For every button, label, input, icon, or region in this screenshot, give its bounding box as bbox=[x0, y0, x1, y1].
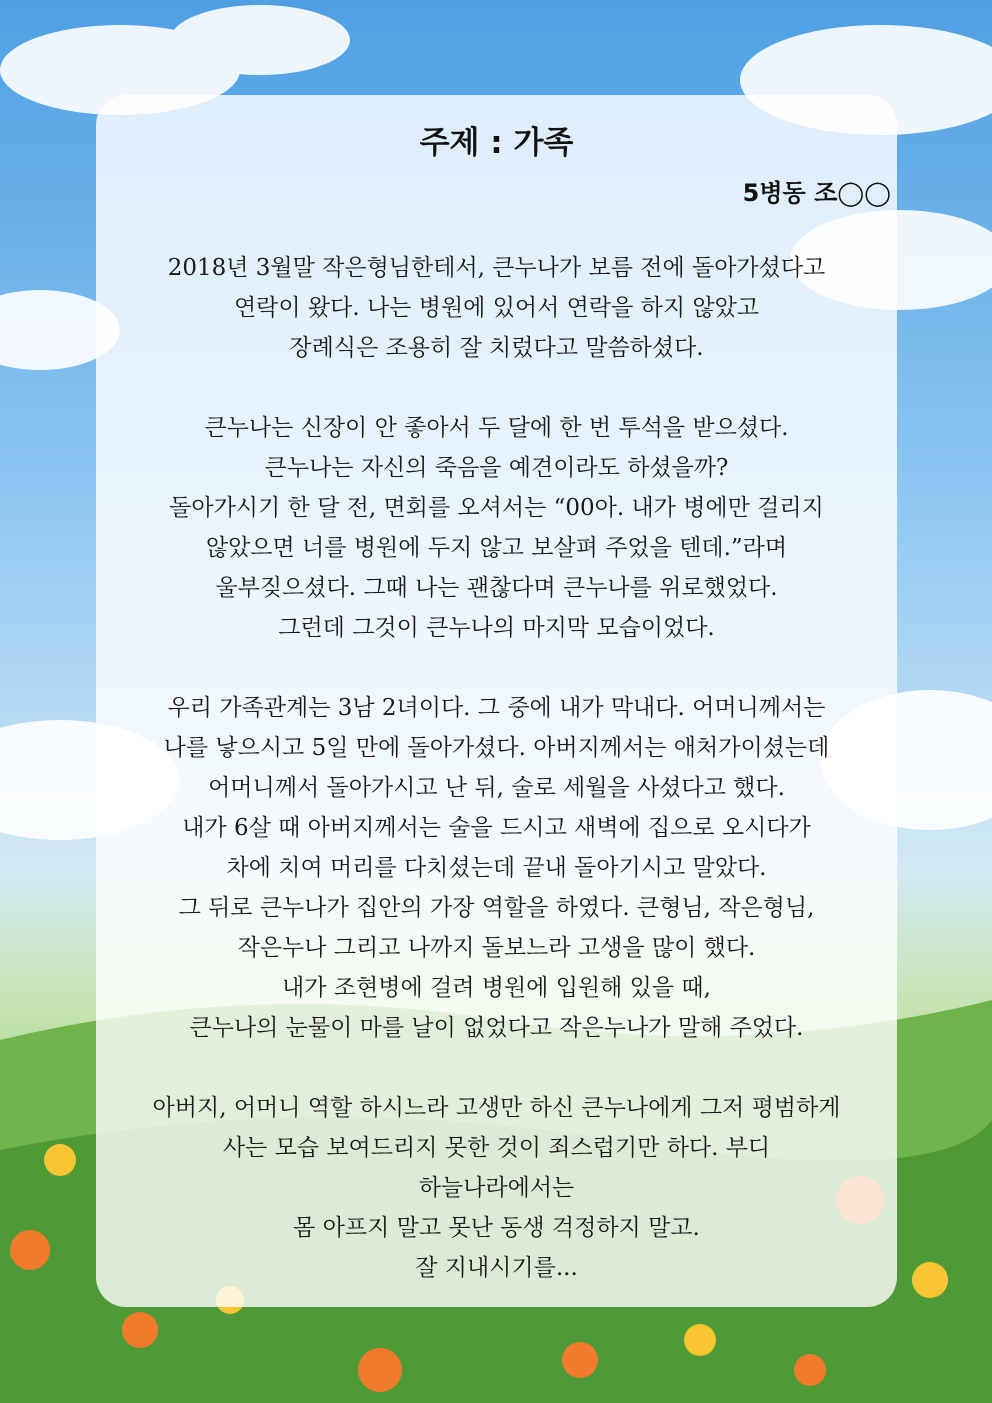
text-line: 2018년 3월말 작은형님한테서, 큰누나가 보름 전에 돌아가셨다고 bbox=[167, 255, 826, 281]
text-line: 큰누나의 눈물이 마를 날이 없었다고 작은누나가 말해 주었다. bbox=[189, 1015, 804, 1041]
text-line: 않았으면 너를 병원에 두지 않고 보살펴 주었을 텐데.”라며 bbox=[205, 535, 788, 561]
text-line: 내가 6살 때 아버지께서는 술을 드시고 새벽에 집으로 오시다가 bbox=[182, 815, 811, 841]
author-label: 5병동 조◯◯ bbox=[742, 179, 891, 207]
text-line: 장례식은 조용히 잘 치렀다고 말씀하셨다. bbox=[289, 335, 704, 361]
text-line: 그 뒤로 큰누나가 집안의 가장 역할을 하였다. 큰형님, 작은형님, bbox=[178, 895, 815, 921]
text-line: 그런데 그것이 큰누나의 마지막 모습이었다. bbox=[278, 615, 715, 641]
page-title: 주제 : 가족 bbox=[419, 125, 574, 161]
text-line: 큰누나는 자신의 죽음을 예견이라도 하셨을까? bbox=[264, 455, 729, 481]
essay-body bbox=[96, 248, 897, 1288]
text-line: 사는 모습 보여드리지 못한 것이 죄스럽기만 하다. 부디 bbox=[222, 1135, 771, 1161]
text-line: 잘 지내시기를... bbox=[415, 1255, 578, 1281]
paragraph bbox=[96, 688, 897, 1048]
text-line: 차에 치여 머리를 다치셨는데 끝내 돌아기시고 말았다. bbox=[226, 855, 767, 881]
text-line: 우리 가족관계는 3남 2녀이다. 그 중에 내가 막내다. 어머니께서는 bbox=[167, 695, 826, 721]
text-line: 울부짖으셨다. 그때 나는 괜찮다며 큰누나를 위로했었다. bbox=[215, 575, 778, 601]
text-line: 작은누나 그리고 나까지 돌보느라 고생을 많이 했다. bbox=[237, 935, 756, 961]
text-line: 내가 조현병에 걸려 병원에 입원해 있을 때, bbox=[282, 975, 711, 1001]
text-line: 하늘나라에서는 bbox=[418, 1175, 575, 1201]
text-line: 몸 아프지 말고 못난 동생 걱정하지 말고. bbox=[293, 1215, 700, 1241]
paragraph bbox=[96, 248, 897, 368]
paragraph bbox=[96, 408, 897, 648]
text-line: 어머니께서 돌아가시고 난 뒤, 술로 세월을 사셨다고 했다. bbox=[208, 775, 785, 801]
text-line: 나를 낳으시고 5일 만에 돌아가셨다. 아버지께서는 애처가이셨는데 bbox=[163, 735, 830, 761]
text-line: 아버지, 어머니 역할 하시느라 고생만 하신 큰누나에게 그저 평범하게 bbox=[152, 1095, 841, 1121]
text-line: 큰누나는 신장이 안 좋아서 두 달에 한 번 투석을 받으셨다. bbox=[204, 415, 789, 441]
text-line: 돌아가시기 한 달 전, 면회를 오셔서는 “00아. 내가 병에만 걸리지 bbox=[169, 495, 824, 521]
text-line: 연락이 왔다. 나는 병원에 있어서 연락을 하지 않았고 bbox=[233, 295, 760, 321]
paragraph bbox=[96, 1088, 897, 1288]
